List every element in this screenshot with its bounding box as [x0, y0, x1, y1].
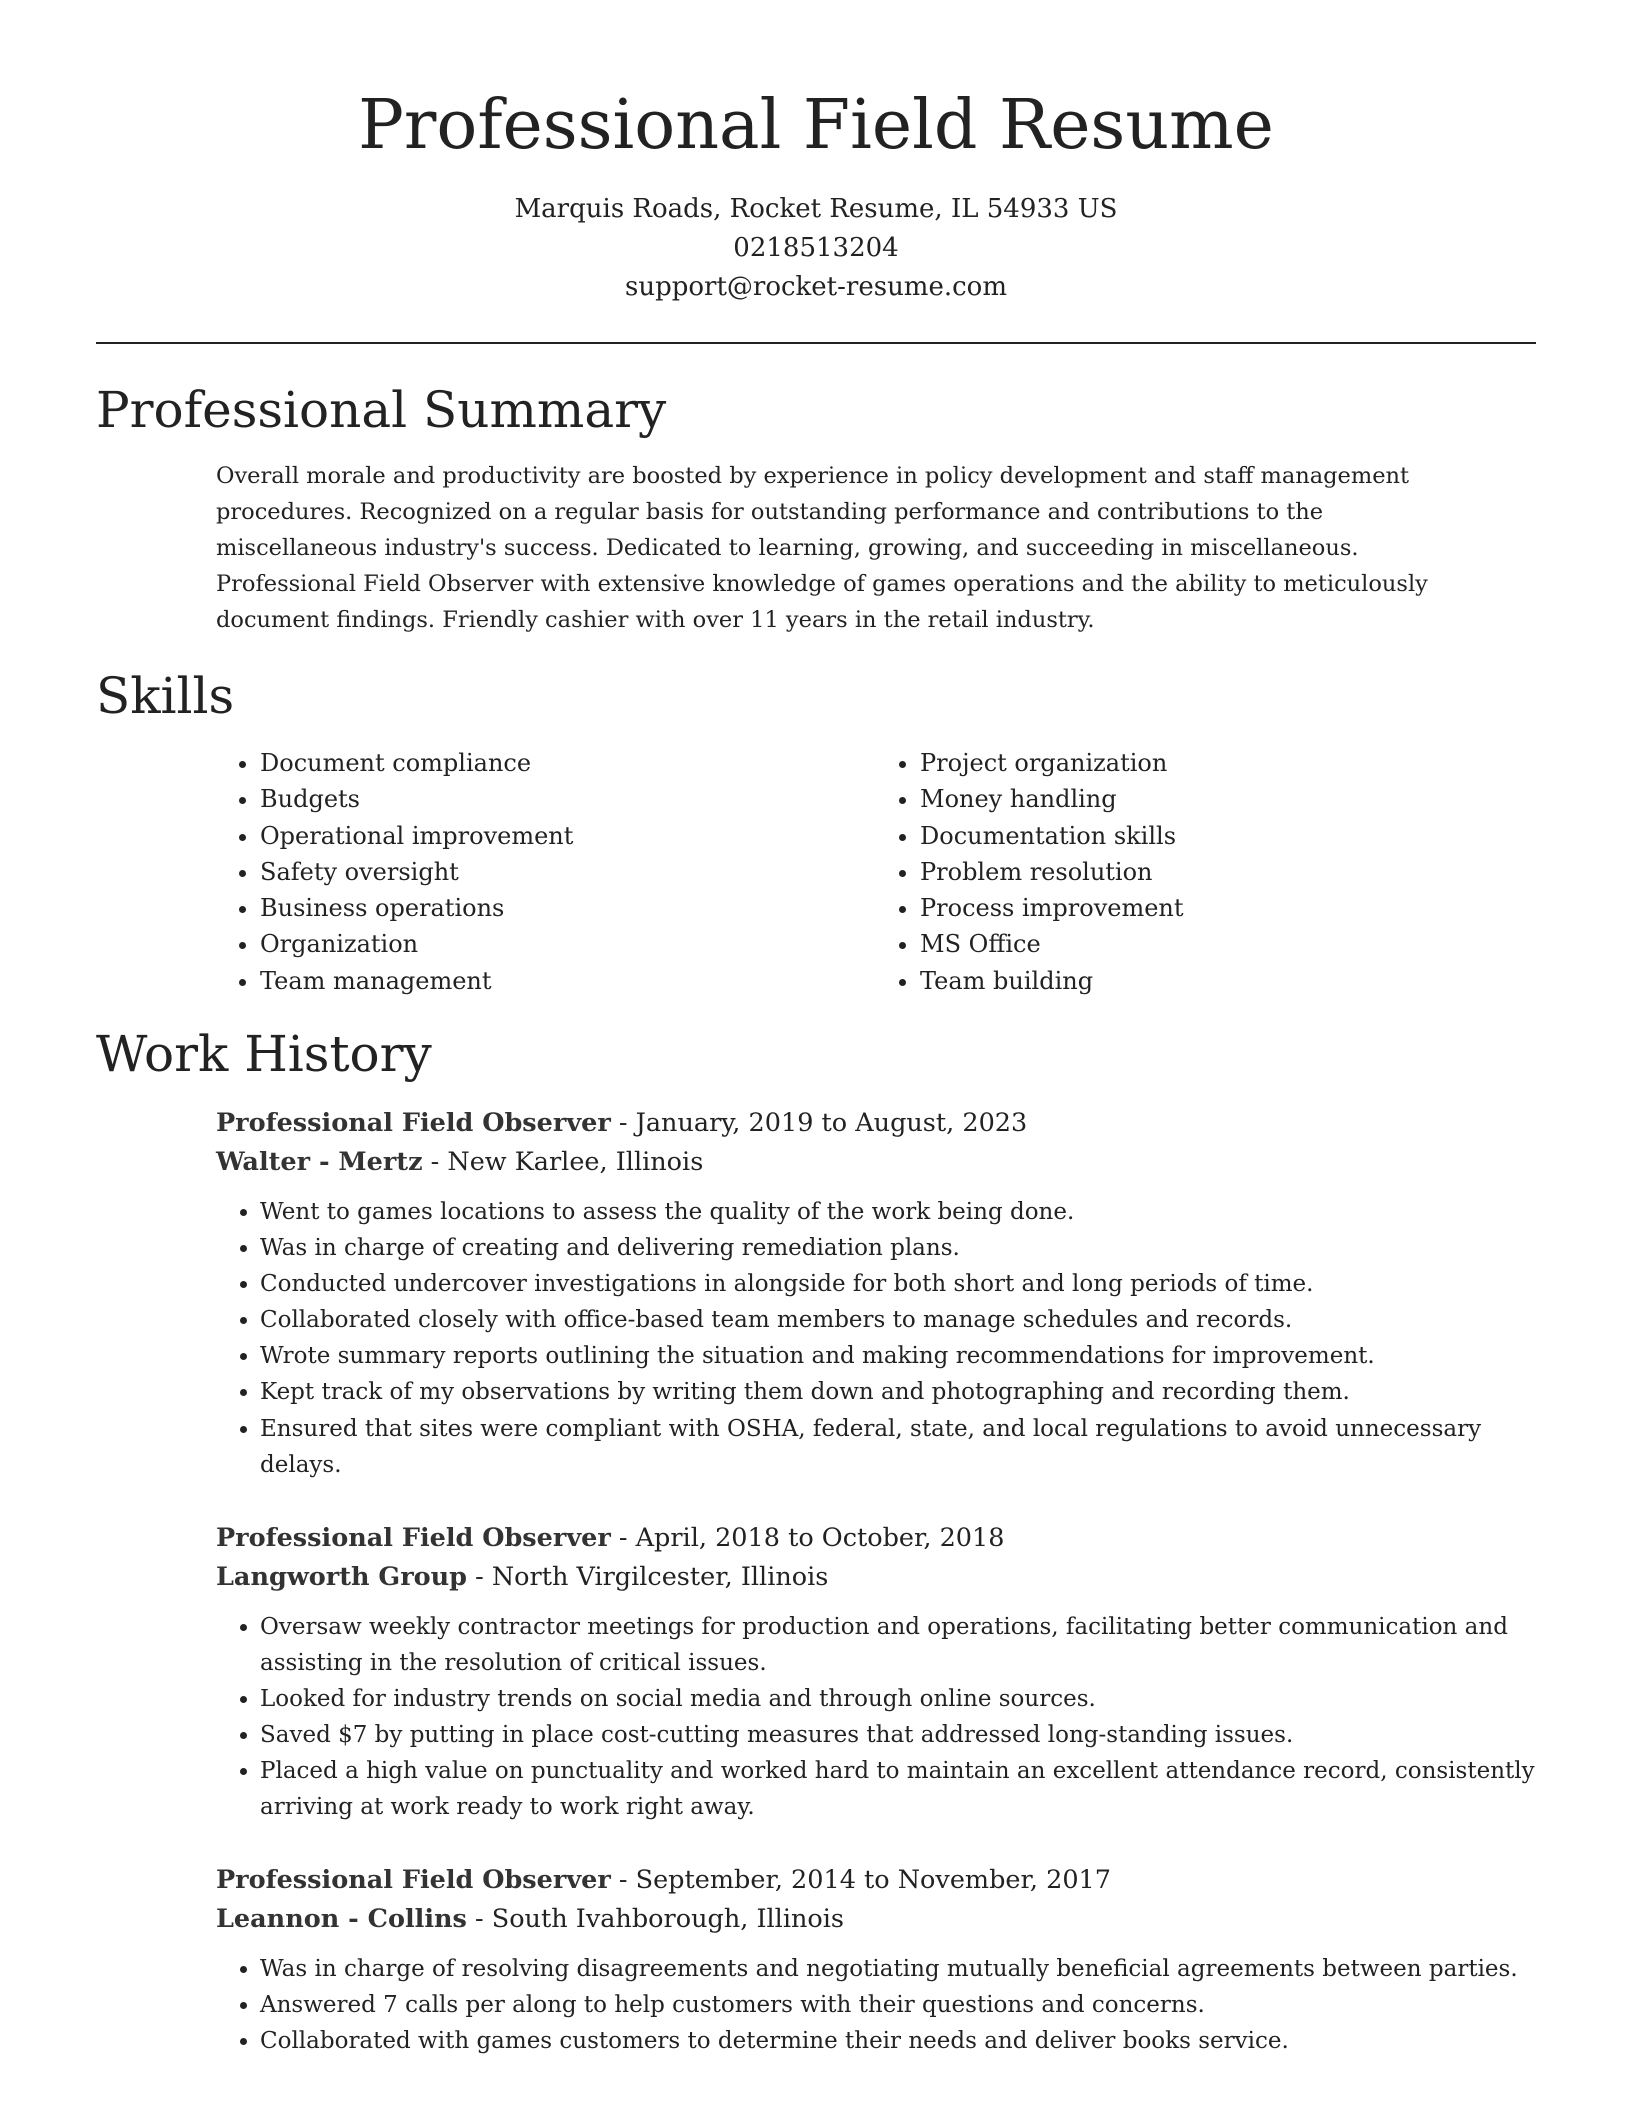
skill-item: • Team building: [920, 963, 1536, 999]
job-dates: April, 2018 to October, 2018: [635, 1523, 1005, 1553]
contact-address: Marquis Roads, Rocket Resume, IL 54933 US: [514, 194, 1118, 224]
resume-header: [0, 0, 1632, 307]
job-bullets: [216, 1951, 1536, 2059]
job-bullet: • Was in charge of creating and delivering remediation plans.: [260, 1230, 1536, 1266]
skill-item: • Team management: [260, 963, 876, 999]
job-bullet: • Placed a high value on punctuality and worked hard to maintain an excellent attendance record, consistently arriving at work ready to work right away.: [260, 1753, 1536, 1825]
skill-item: • Operational improvement: [260, 818, 876, 854]
job-bullet: • Answered 7 calls per along to help customers with their questions and concerns.: [260, 1987, 1536, 2023]
skill-item: • Business operations: [260, 890, 876, 926]
resume-title: Professional Field Resume: [358, 86, 1274, 165]
job-bullet: • Went to games locations to assess the quality of the work being done.: [260, 1194, 1536, 1230]
job-location: New Karlee, Illinois: [447, 1147, 704, 1177]
header-divider: [96, 342, 1536, 344]
skill-item: • Problem resolution: [920, 854, 1536, 890]
job-bullet: • Was in charge of resolving disagreements and negotiating mutually beneficial agreements between parties.: [260, 1951, 1536, 1987]
job-title-line: Professional Field Observer - September, 2014 to November, 2017: [216, 1865, 1111, 1895]
job-company: Leannon - Collins: [216, 1904, 467, 1934]
job-position: Professional Field Observer: [216, 1865, 611, 1895]
skill-item: • MS Office: [920, 926, 1536, 962]
skill-item: • Safety oversight: [260, 854, 876, 890]
job-bullet: • Collaborated closely with office-based team members to manage schedules and records.: [260, 1302, 1536, 1338]
job-bullet: • Kept track of my observations by writing them down and photographing and recording them.: [260, 1374, 1536, 1410]
skills-column-right: [876, 745, 1536, 999]
summary-heading: Professional Summary: [96, 381, 667, 439]
job-bullet: • Conducted undercover investigations in alongside for both short and long periods of time.: [260, 1266, 1536, 1302]
job-dates: September, 2014 to November, 2017: [635, 1865, 1111, 1895]
skill-item: • Money handling: [920, 781, 1536, 817]
skill-item: • Budgets: [260, 781, 876, 817]
job-bullet: • Looked for industry trends on social media and through online sources.: [260, 1681, 1536, 1717]
job-position: Professional Field Observer: [216, 1108, 611, 1138]
contact-email: support@rocket-resume.com: [624, 272, 1007, 302]
contact-phone: 0218513204: [733, 233, 899, 263]
skills-list: [216, 745, 1536, 999]
job-dates: January, 2019 to August, 2023: [635, 1108, 1028, 1138]
job-bullet: • Ensured that sites were compliant with OSHA, federal, state, and local regulations to avoid unnecessary delays.: [260, 1411, 1536, 1483]
skills-heading: Skills: [96, 667, 235, 725]
job-company: Langworth Group: [216, 1562, 468, 1592]
job-bullet: • Oversaw weekly contractor meetings for production and operations, facilitating better communication and assisting in the resolution of critical issues.: [260, 1609, 1536, 1681]
work-history-heading: Work History: [96, 1025, 432, 1083]
job-bullet: • Wrote summary reports outlining the situation and making recommendations for improvement.: [260, 1338, 1536, 1374]
job-company-line: Walter - Mertz - New Karlee, Illinois: [216, 1147, 704, 1177]
skill-item: • Process improvement: [920, 890, 1536, 926]
job-company-line: Langworth Group - North Virgilcester, Illinois: [216, 1562, 829, 1592]
job-position: Professional Field Observer: [216, 1523, 611, 1553]
skill-item: • Organization: [260, 926, 876, 962]
job-company: Walter - Mertz: [216, 1147, 423, 1177]
job-company-line: Leannon - Collins - South Ivahborough, Illinois: [216, 1904, 845, 1934]
job-bullets: [216, 1194, 1536, 1483]
job-title-line: Professional Field Observer - April, 2018 to October, 2018: [216, 1523, 1005, 1553]
job-entry: [216, 1104, 1536, 1483]
skill-item: • Document compliance: [260, 745, 876, 781]
summary-text: Overall morale and productivity are boosted by experience in policy development and staff management procedures. Recognized on a regular basis for outstanding performance and contributions to the miscellaneous industry's success. Dedicated to learning, growing, and succeeding in miscellaneous. Professional Field Observer with extensive knowledge of games operations and the ability to meticulously document findings. Friendly cashier with over 11 years in the retail industry.: [216, 463, 1428, 633]
job-bullet: • Saved $7 by putting in place cost-cutting measures that addressed long-standing issues.: [260, 1717, 1536, 1753]
job-bullets: [216, 1609, 1536, 1826]
skill-item: • Project organization: [920, 745, 1536, 781]
skills-column-left: [216, 745, 876, 999]
job-location: South Ivahborough, Illinois: [491, 1904, 845, 1934]
job-location: North Virgilcester, Illinois: [491, 1562, 829, 1592]
skill-item: • Documentation skills: [920, 818, 1536, 854]
job-title-line: Professional Field Observer - January, 2019 to August, 2023: [216, 1108, 1028, 1138]
job-entry: [216, 1519, 1536, 1826]
job-entry: [216, 1861, 1536, 2059]
job-bullet: • Collaborated with games customers to determine their needs and deliver books service.: [260, 2023, 1536, 2059]
